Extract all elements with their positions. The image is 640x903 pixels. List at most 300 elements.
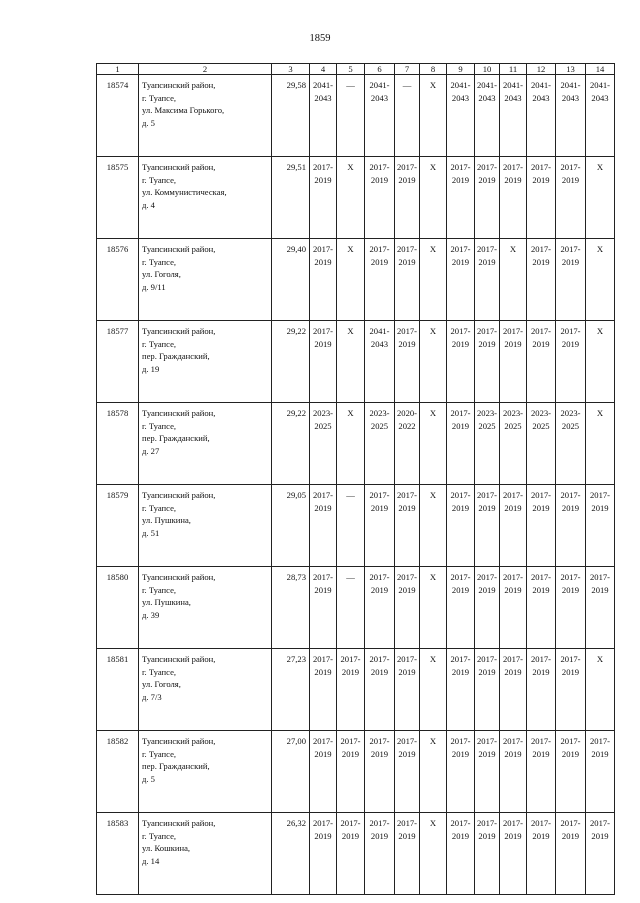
period-cell: [395, 239, 420, 321]
period-value: 2017-: [502, 490, 524, 500]
period-value: 2019: [504, 502, 522, 513]
period-value: 2043: [451, 92, 470, 103]
period-value: 2023-: [530, 408, 552, 418]
period-cell: [420, 321, 447, 403]
address-cell: [139, 813, 272, 895]
period-cell: [475, 567, 500, 649]
period-value: 2019: [398, 666, 416, 677]
period-cell: [395, 731, 420, 813]
period-cell: [337, 157, 365, 239]
period-value: 2017-: [476, 818, 498, 828]
address-line: г. Туапсе,: [142, 174, 177, 185]
period-cell: [365, 649, 395, 731]
period-value: 2019: [370, 830, 389, 841]
period-cell: [310, 239, 337, 321]
period-value: 2019: [478, 666, 496, 677]
period-value: 2017-: [340, 736, 361, 746]
header-cell: 12: [527, 64, 556, 75]
record-number: 18581: [97, 649, 139, 731]
address-line: ул. Гоголя,: [142, 679, 181, 689]
header-cell: 5: [337, 64, 365, 75]
header-cell: 3: [272, 64, 310, 75]
period-cell: [556, 403, 586, 485]
period-value: 2023-: [502, 408, 524, 418]
period-value: 2019: [478, 830, 496, 841]
period-cell: [447, 813, 475, 895]
period-cell: [447, 75, 475, 157]
period-value: 2017-: [450, 408, 471, 418]
period-value: 2019: [451, 666, 470, 677]
period-value: 2043: [561, 92, 580, 103]
period-value: 2017-: [312, 326, 334, 336]
period-cell: [475, 75, 500, 157]
period-value: 2019: [478, 748, 496, 759]
period-cell: [420, 813, 447, 895]
period-value: 2017-: [369, 818, 390, 828]
period-value: 2017-: [312, 736, 334, 746]
period-value: 2041-: [369, 326, 390, 336]
period-value: 2019: [314, 256, 332, 267]
period-cell: [556, 813, 586, 895]
period-value: 2019: [532, 502, 550, 513]
period-cell: [475, 485, 500, 567]
period-value: 2020-: [396, 408, 418, 418]
period-value: 2019: [314, 666, 332, 677]
address-cell: [139, 649, 272, 731]
address-line: д. 4: [142, 199, 155, 210]
period-value: 2019: [398, 748, 416, 759]
period-value: 2041-: [476, 80, 498, 90]
period-value: 2019: [451, 338, 470, 349]
address-line: д. 27: [142, 445, 160, 456]
period-value: 2019: [478, 584, 496, 595]
period-cell: [337, 485, 365, 567]
period-cell: [527, 731, 556, 813]
period-value: 2017-: [476, 244, 498, 254]
area-cell: 29,05: [272, 485, 310, 567]
period-value: 2043: [370, 92, 389, 103]
period-cell: [527, 403, 556, 485]
record-number: 18583: [97, 813, 139, 895]
period-cell: [500, 567, 527, 649]
period-value: 2017-: [476, 736, 498, 746]
period-value: 2017-: [369, 654, 390, 664]
period-value: 2017-: [589, 490, 611, 500]
period-value: 2017-: [369, 572, 390, 582]
period-value: X: [429, 490, 437, 500]
period-value: X: [347, 408, 354, 418]
period-cell: [556, 731, 586, 813]
address-line: Туапсинский район,: [142, 408, 216, 418]
period-value: 2043: [314, 92, 332, 103]
address-cell: [139, 157, 272, 239]
period-cell: [310, 157, 337, 239]
period-value: 2019: [314, 830, 332, 841]
period-value: 2023-: [312, 408, 334, 418]
period-value: 2041-: [560, 80, 581, 90]
address-line: пер. Гражданский,: [142, 433, 210, 443]
period-cell: [447, 731, 475, 813]
period-value: 2019: [591, 830, 609, 841]
period-value: 2019: [451, 174, 470, 185]
period-cell: [337, 567, 365, 649]
period-value: 2017-: [450, 244, 471, 254]
period-value: 2017-: [369, 162, 390, 172]
period-value: 2019: [478, 256, 496, 267]
period-cell: [586, 239, 615, 321]
period-value: 2019: [478, 502, 496, 513]
period-value: 2017-: [502, 818, 524, 828]
period-value: 2019: [314, 338, 332, 349]
header-cell: 10: [475, 64, 500, 75]
period-cell: [447, 157, 475, 239]
period-cell: [586, 75, 615, 157]
period-value: 2017-: [312, 162, 334, 172]
period-value: 2017-: [560, 326, 581, 336]
period-value: 2019: [591, 502, 609, 513]
period-cell: [310, 321, 337, 403]
period-value: X: [347, 244, 354, 254]
address-line: Туапсинский район,: [142, 736, 216, 746]
address-cell: [139, 75, 272, 157]
period-cell: [586, 649, 615, 731]
area-cell: 29,22: [272, 321, 310, 403]
period-value: 2017-: [560, 162, 581, 172]
address-line: г. Туапсе,: [142, 748, 177, 759]
period-value: 2019: [478, 174, 496, 185]
period-cell: [365, 239, 395, 321]
period-value: 2017-: [340, 654, 361, 664]
address-line: Туапсинский район,: [142, 326, 216, 336]
period-value: 2017-: [502, 572, 524, 582]
period-value: 2017-: [560, 654, 581, 664]
period-cell: [365, 731, 395, 813]
period-cell: [527, 239, 556, 321]
period-value: 2019: [370, 666, 389, 677]
period-cell: [395, 813, 420, 895]
period-cell: [586, 567, 615, 649]
header-cell: 7: [395, 64, 420, 75]
address-line: г. Туапсе,: [142, 584, 177, 595]
header-cell: 11: [500, 64, 527, 75]
period-value: 2017-: [530, 818, 552, 828]
header-cell: 13: [556, 64, 586, 75]
period-value: 2043: [370, 338, 389, 349]
period-value: X: [596, 654, 604, 664]
period-value: 2017-: [530, 490, 552, 500]
period-value: 2025: [370, 420, 389, 431]
record-number: 18575: [97, 157, 139, 239]
period-cell: [310, 485, 337, 567]
period-cell: [365, 403, 395, 485]
period-cell: [447, 567, 475, 649]
period-cell: [420, 731, 447, 813]
page-number: 1859: [309, 33, 331, 44]
record-number: 18574: [97, 75, 139, 157]
period-cell: [365, 567, 395, 649]
period-value: 2017-: [312, 654, 334, 664]
period-cell: [556, 239, 586, 321]
area-cell: 29,40: [272, 239, 310, 321]
period-value: 2017-: [450, 326, 471, 336]
period-value: X: [596, 244, 604, 254]
header-cell: 8: [420, 64, 447, 75]
period-cell: [337, 75, 365, 157]
address-line: г. Туапсе,: [142, 502, 177, 513]
period-cell: [310, 731, 337, 813]
period-value: X: [429, 244, 437, 254]
period-value: 2019: [398, 338, 416, 349]
period-cell: [500, 731, 527, 813]
period-cell: [395, 157, 420, 239]
table-row: [97, 403, 615, 485]
address-line: г. Туапсе,: [142, 666, 177, 677]
table-body: [97, 64, 615, 895]
period-value: 2017-: [530, 736, 552, 746]
period-cell: [586, 731, 615, 813]
period-cell: [395, 321, 420, 403]
period-cell: [420, 157, 447, 239]
period-cell: [310, 649, 337, 731]
period-cell: [310, 75, 337, 157]
period-value: X: [429, 572, 437, 582]
period-cell: [310, 567, 337, 649]
period-cell: [475, 649, 500, 731]
record-number: 18577: [97, 321, 139, 403]
period-value: 2017-: [530, 244, 552, 254]
address-line: д. 14: [142, 855, 160, 866]
address-line: г. Туапсе,: [142, 420, 177, 431]
period-value: 2041-: [589, 80, 611, 90]
period-value: 2017-: [560, 572, 581, 582]
period-value: 2017-: [396, 244, 418, 254]
header-cell: 2: [139, 64, 272, 75]
period-value: 2041-: [530, 80, 552, 90]
record-number: 18582: [97, 731, 139, 813]
address-line: ул. Пушкина,: [142, 515, 191, 525]
period-value: 2019: [451, 420, 470, 431]
period-value: 2017-: [396, 162, 418, 172]
period-cell: [337, 403, 365, 485]
period-value: 2041-: [450, 80, 471, 90]
period-value: X: [429, 654, 437, 664]
address-line: д. 9/11: [142, 281, 166, 292]
period-value: 2025: [504, 420, 522, 431]
period-value: 2017-: [396, 490, 418, 500]
area-cell: 28,73: [272, 567, 310, 649]
period-cell: [586, 321, 615, 403]
period-value: 2017-: [560, 736, 581, 746]
period-cell: [420, 239, 447, 321]
period-cell: [337, 321, 365, 403]
period-value: 2023-: [476, 408, 498, 418]
period-value: 2019: [398, 256, 416, 267]
period-cell: [337, 649, 365, 731]
period-value: 2019: [314, 502, 332, 513]
period-value: 2023-: [560, 408, 581, 418]
period-cell: [586, 813, 615, 895]
period-cell: [556, 157, 586, 239]
address-cell: [139, 567, 272, 649]
period-value: 2017-: [530, 654, 552, 664]
period-value: 2017-: [560, 818, 581, 828]
period-cell: [365, 485, 395, 567]
period-cell: [475, 157, 500, 239]
period-value: 2019: [398, 502, 416, 513]
period-cell: [556, 321, 586, 403]
period-cell: [556, 567, 586, 649]
period-cell: [337, 239, 365, 321]
table-row: [97, 649, 615, 731]
period-value: 2017-: [312, 244, 334, 254]
period-value: 2019: [532, 666, 550, 677]
period-value: 2019: [451, 830, 470, 841]
address-line: д. 5: [142, 773, 155, 784]
period-value: 2017-: [560, 244, 581, 254]
period-value: 2019: [504, 338, 522, 349]
period-value: 2019: [532, 584, 550, 595]
period-value: 2019: [341, 666, 360, 677]
period-value: 2019: [561, 748, 580, 759]
period-value: —: [346, 80, 355, 90]
period-value: 2019: [451, 748, 470, 759]
period-value: 2019: [398, 830, 416, 841]
period-value: 2019: [504, 748, 522, 759]
period-cell: [527, 485, 556, 567]
address-line: д. 7/3: [142, 691, 162, 702]
header-cell: 14: [586, 64, 615, 75]
period-cell: [500, 157, 527, 239]
period-cell: [475, 403, 500, 485]
period-value: 2017-: [530, 162, 552, 172]
period-value: 2019: [370, 174, 389, 185]
address-line: ул. Кошкина,: [142, 843, 191, 853]
period-value: —: [346, 572, 355, 582]
period-value: 2019: [370, 584, 389, 595]
period-value: 2019: [398, 174, 416, 185]
period-cell: [527, 75, 556, 157]
record-number: 18579: [97, 485, 139, 567]
period-value: 2019: [504, 830, 522, 841]
period-cell: [420, 567, 447, 649]
period-value: 2017-: [589, 572, 611, 582]
address-line: ул. Коммунистическая,: [142, 187, 227, 197]
address-line: г. Туапсе,: [142, 338, 177, 349]
period-cell: [475, 239, 500, 321]
table-row: [97, 567, 615, 649]
period-value: X: [509, 244, 517, 254]
address-line: Туапсинский район,: [142, 244, 216, 254]
address-line: пер. Гражданский,: [142, 351, 210, 361]
address-cell: [139, 321, 272, 403]
period-value: 2019: [341, 830, 360, 841]
period-value: 2019: [451, 584, 470, 595]
period-value: X: [429, 326, 437, 336]
period-value: 2017-: [530, 572, 552, 582]
period-value: 2017-: [476, 490, 498, 500]
period-value: 2017-: [502, 326, 524, 336]
period-value: 2017-: [476, 162, 498, 172]
period-value: 2019: [314, 584, 332, 595]
period-cell: [500, 403, 527, 485]
period-value: 2025: [314, 420, 332, 431]
period-cell: [420, 75, 447, 157]
period-value: 2017-: [502, 162, 524, 172]
period-cell: [447, 649, 475, 731]
register-table: [96, 63, 615, 895]
address-line: Туапсинский район,: [142, 80, 216, 90]
period-value: 2019: [504, 174, 522, 185]
period-value: 2017-: [476, 654, 498, 664]
address-line: д. 39: [142, 609, 160, 620]
period-value: 2019: [561, 584, 580, 595]
period-value: 2041-: [502, 80, 524, 90]
address-line: ул. Максима Горького,: [142, 105, 225, 115]
address-line: Туапсинский район,: [142, 572, 216, 582]
period-cell: [365, 157, 395, 239]
period-cell: [500, 485, 527, 567]
table-row: [97, 485, 615, 567]
record-number: 18576: [97, 239, 139, 321]
period-value: 2017-: [450, 736, 471, 746]
period-value: 2019: [561, 502, 580, 513]
period-cell: [395, 75, 420, 157]
header-cell: 9: [447, 64, 475, 75]
period-value: —: [402, 80, 412, 90]
period-value: 2025: [561, 420, 580, 431]
period-value: 2043: [532, 92, 550, 103]
period-value: 2017-: [450, 818, 471, 828]
period-value: 2017-: [450, 162, 471, 172]
period-value: 2017-: [450, 572, 471, 582]
period-value: 2017-: [396, 326, 418, 336]
period-value: X: [429, 818, 437, 828]
period-value: 2019: [561, 174, 580, 185]
period-cell: [500, 239, 527, 321]
period-cell: [420, 649, 447, 731]
period-value: 2017-: [312, 818, 334, 828]
period-cell: [475, 731, 500, 813]
period-cell: [337, 731, 365, 813]
period-value: 2019: [504, 666, 522, 677]
record-number: 18580: [97, 567, 139, 649]
period-value: X: [429, 408, 437, 418]
period-value: X: [596, 408, 604, 418]
period-value: 2017-: [369, 736, 390, 746]
period-value: 2019: [532, 256, 550, 267]
period-cell: [447, 485, 475, 567]
period-cell: [395, 649, 420, 731]
period-value: 2025: [532, 420, 550, 431]
period-value: X: [429, 736, 437, 746]
address-line: Туапсинский район,: [142, 490, 216, 500]
address-line: д. 51: [142, 527, 160, 538]
address-line: д. 5: [142, 117, 155, 128]
period-value: 2019: [451, 502, 470, 513]
address-cell: [139, 485, 272, 567]
period-value: 2017-: [312, 490, 334, 500]
period-cell: [586, 403, 615, 485]
period-cell: [395, 403, 420, 485]
period-cell: [447, 239, 475, 321]
period-value: 2019: [532, 338, 550, 349]
address-line: г. Туапсе,: [142, 830, 177, 841]
period-value: 2019: [561, 256, 580, 267]
period-value: 2017-: [396, 572, 418, 582]
period-value: 2017-: [530, 326, 552, 336]
period-value: 2019: [532, 748, 550, 759]
period-cell: [447, 321, 475, 403]
